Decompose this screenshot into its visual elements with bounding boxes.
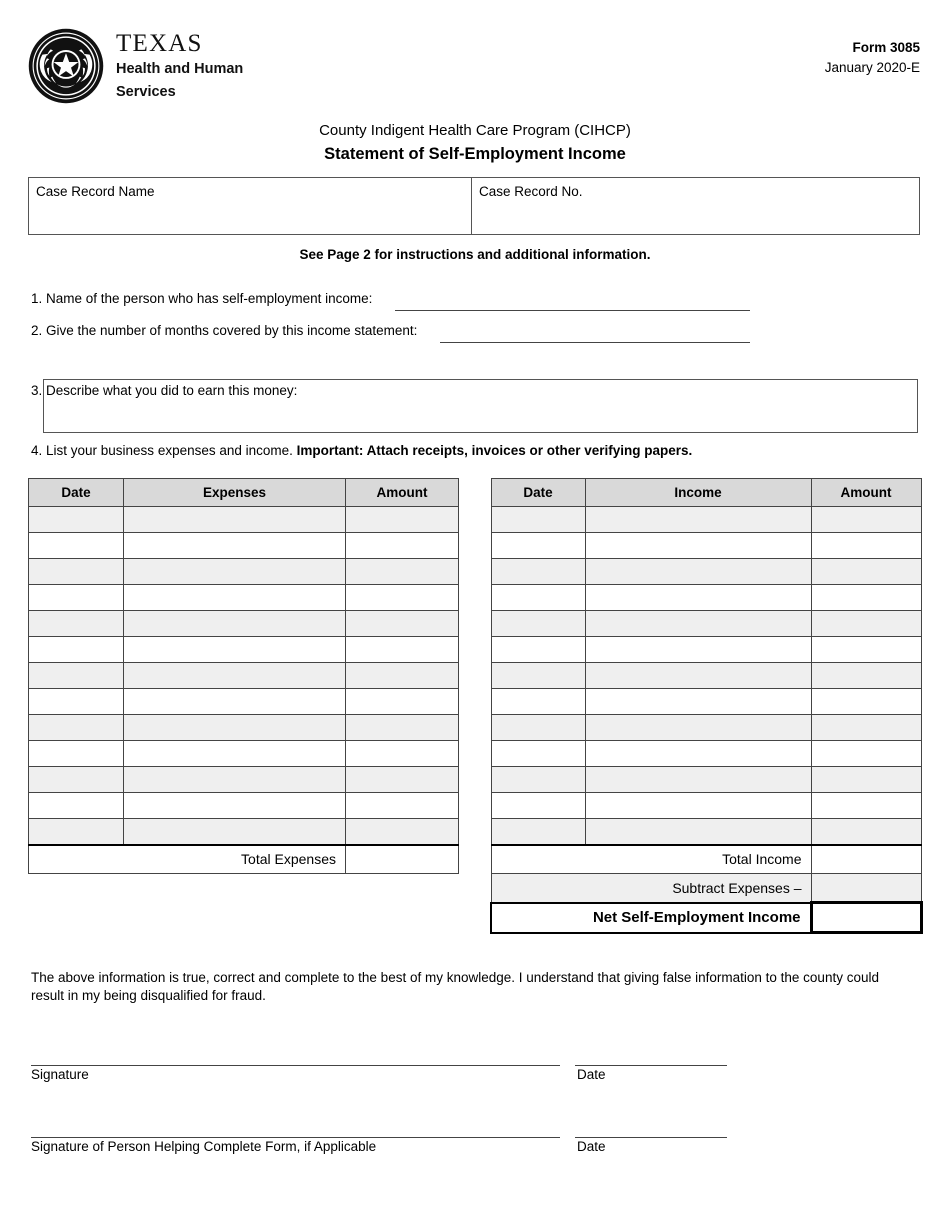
subtract-expenses-label: Subtract Expenses – [491,874,811,903]
income-cell-amount[interactable] [811,533,921,559]
income-cell-amount[interactable] [811,689,921,715]
income-total-amount[interactable] [811,845,921,874]
helper-signature-date-input[interactable] [575,1137,727,1138]
income-table-body [491,507,921,933]
expenses-cell-desc[interactable] [124,585,346,611]
form-number: Form 3085 [852,40,920,55]
expenses-header-amount: Amount [346,479,459,507]
income-total-label: Total Income [491,845,811,874]
table-row [29,637,459,663]
table-row [29,819,459,845]
signature-date-input[interactable] [575,1065,727,1066]
case-record-name-field[interactable] [29,178,472,234]
table-row [29,507,459,533]
table-row [29,689,459,715]
question-1-input[interactable] [395,310,750,311]
expenses-table-body [29,507,459,874]
expenses-cell-date[interactable] [29,663,124,689]
income-cell-amount[interactable] [811,585,921,611]
expenses-cell-date[interactable] [29,533,124,559]
expenses-cell-desc[interactable] [124,767,346,793]
table-row [491,507,921,533]
table-row [491,793,921,819]
expenses-total-row [29,845,459,874]
signature-date-label: Date [577,1067,606,1082]
income-cell-desc[interactable] [585,689,811,715]
expenses-cell-date[interactable] [29,585,124,611]
net-income-label: Net Self-Employment Income [491,903,811,933]
income-cell-amount[interactable] [811,793,921,819]
case-record-number-field[interactable] [472,178,919,234]
income-header-date: Date [491,479,585,507]
expenses-cell-desc[interactable] [124,611,346,637]
attestation-text: The above information is true, correct and complete to the best of my knowledge. I understand that giving false information to the county could result in my being disqualified for fraud. [31,970,879,1004]
expenses-cell-date[interactable] [29,715,124,741]
income-cell-desc[interactable] [585,507,811,533]
expenses-cell-amount[interactable] [346,689,459,715]
table-row [29,533,459,559]
expenses-cell-amount[interactable] [346,585,459,611]
table-row [491,559,921,585]
page-header [0,0,950,118]
income-cell-desc[interactable] [585,793,811,819]
income-cell-desc[interactable] [585,715,811,741]
expenses-cell-date[interactable] [29,637,124,663]
expenses-cell-date[interactable] [29,611,124,637]
expenses-header-expenses: Expenses [124,479,346,507]
income-cell-date[interactable] [491,637,585,663]
income-cell-date[interactable] [491,611,585,637]
table-row [491,715,921,741]
income-cell-date[interactable] [491,585,585,611]
table-row [29,663,459,689]
income-cell-date[interactable] [491,507,585,533]
table-row [491,819,921,845]
agency-name-texas: TEXAS [116,30,203,58]
expenses-table [28,478,459,874]
table-row [491,533,921,559]
table-row [491,663,921,689]
program-name: County Indigent Health Care Program (CIHCP) [319,122,631,139]
table-row [29,741,459,767]
expenses-cell-desc[interactable] [124,663,346,689]
expenses-cell-date[interactable] [29,741,124,767]
case-record-number-label: Case Record No. [479,184,583,199]
expenses-cell-amount[interactable] [346,715,459,741]
income-cell-date[interactable] [491,793,585,819]
income-cell-date[interactable] [491,533,585,559]
income-cell-date[interactable] [491,663,585,689]
expenses-cell-date[interactable] [29,507,124,533]
income-total-row [491,845,921,874]
income-cell-amount[interactable] [811,507,921,533]
signature-label: Signature [31,1067,89,1082]
expenses-cell-date[interactable] [29,819,124,845]
expenses-cell-desc[interactable] [124,507,346,533]
question-3-textarea[interactable] [43,379,918,433]
question-4-important: Important: Attach receipts, invoices or other verifying papers. [296,443,693,458]
table-row [491,611,921,637]
expenses-cell-amount[interactable] [346,819,459,845]
income-cell-amount[interactable] [811,767,921,793]
table-row [491,767,921,793]
income-cell-desc[interactable] [585,533,811,559]
expenses-cell-desc[interactable] [124,637,346,663]
table-row [29,559,459,585]
income-cell-desc[interactable] [585,559,811,585]
expenses-cell-desc[interactable] [124,715,346,741]
expenses-total-label: Total Expenses [29,845,346,874]
expenses-cell-date[interactable] [29,559,124,585]
question-2-label: 2. Give the number of months covered by this income statement: [31,323,418,338]
agency-wordmark [116,31,243,100]
instructions-note: See Page 2 for instructions and additional information. [299,247,651,262]
income-cell-amount[interactable] [811,637,921,663]
page-title: Statement of Self-Employment Income [324,144,626,163]
title-block [0,120,950,166]
expenses-cell-desc[interactable] [124,559,346,585]
question-4-label [31,443,692,458]
net-income-row [491,903,921,933]
expenses-cell-amount[interactable] [346,533,459,559]
expenses-cell-amount[interactable] [346,663,459,689]
case-record-row [28,177,920,235]
income-cell-date[interactable] [491,767,585,793]
income-cell-amount[interactable] [811,715,921,741]
expenses-cell-desc[interactable] [124,741,346,767]
expenses-cell-date[interactable] [29,689,124,715]
income-cell-amount[interactable] [811,611,921,637]
income-cell-desc[interactable] [585,637,811,663]
table-row [29,585,459,611]
income-cell-amount[interactable] [811,663,921,689]
income-cell-amount[interactable] [811,819,921,845]
table-row [29,715,459,741]
income-cell-desc[interactable] [585,611,811,637]
helper-signature-date-label: Date [577,1139,606,1154]
income-cell-date[interactable] [491,741,585,767]
expenses-total-amount[interactable] [346,845,459,874]
question-3-label: 3. Describe what you did to earn this money: [31,383,298,398]
income-table-header-row [491,479,921,507]
expenses-cell-amount[interactable] [346,741,459,767]
agency-logo-block [28,28,243,104]
income-cell-desc[interactable] [585,663,811,689]
expenses-cell-amount[interactable] [346,767,459,793]
expenses-cell-desc[interactable] [124,689,346,715]
expenses-cell-amount[interactable] [346,559,459,585]
table-row [29,767,459,793]
income-cell-amount[interactable] [811,741,921,767]
table-row [29,611,459,637]
income-header-income: Income [585,479,811,507]
table-row [491,585,921,611]
subtract-expenses-amount[interactable] [811,874,921,903]
helper-signature-label: Signature of Person Helping Complete Form, if Applicable [31,1139,377,1154]
question-1-label: 1. Name of the person who has self-employment income: [31,291,373,306]
income-cell-date[interactable] [491,689,585,715]
signature-input[interactable] [31,1065,560,1066]
income-cell-desc[interactable] [585,819,811,845]
income-cell-desc[interactable] [585,741,811,767]
subtract-expenses-row [491,874,921,903]
expenses-cell-amount[interactable] [346,637,459,663]
income-cell-date[interactable] [491,559,585,585]
expenses-cell-amount[interactable] [346,793,459,819]
expenses-cell-date[interactable] [29,793,124,819]
expenses-cell-amount[interactable] [346,611,459,637]
form-revision-date: January 2020-E [824,59,920,75]
texas-state-seal-icon [28,28,104,104]
expenses-cell-desc[interactable] [124,819,346,845]
question-4-text: 4. List your business expenses and income. [31,443,297,458]
question-2-input[interactable] [440,342,750,343]
agency-name-line2: Health and Human [116,61,244,78]
expenses-cell-desc[interactable] [124,793,346,819]
table-row [491,689,921,715]
expenses-cell-amount[interactable] [346,507,459,533]
income-cell-desc[interactable] [585,767,811,793]
expenses-cell-desc[interactable] [124,533,346,559]
table-row [29,793,459,819]
income-cell-amount[interactable] [811,559,921,585]
expenses-table-header-row [29,479,459,507]
agency-name-line3: Services [116,83,176,100]
case-record-name-label: Case Record Name [36,184,155,199]
income-table [490,478,923,934]
income-cell-date[interactable] [491,715,585,741]
table-row [491,637,921,663]
net-income-amount[interactable] [811,903,921,933]
table-row [491,741,921,767]
income-header-amount: Amount [811,479,921,507]
expenses-header-date: Date [29,479,124,507]
helper-signature-input[interactable] [31,1137,560,1138]
income-cell-desc[interactable] [585,585,811,611]
income-cell-date[interactable] [491,819,585,845]
form-metadata [825,38,920,77]
expenses-cell-date[interactable] [29,767,124,793]
